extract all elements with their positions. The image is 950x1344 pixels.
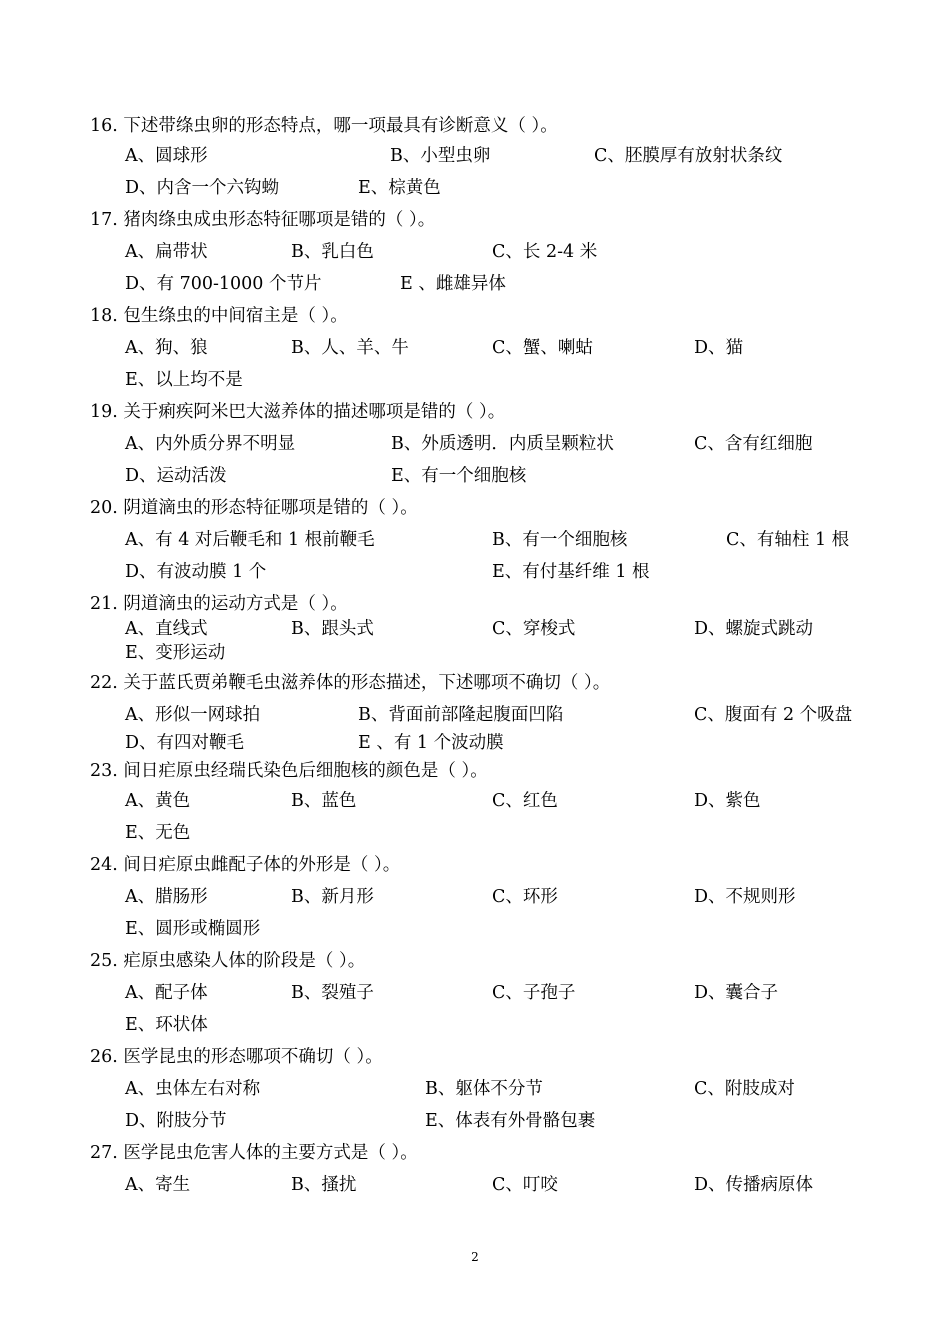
q17-option-e: E 、雌雄异体 [400,274,506,294]
question-16: 16. 下述带绦虫卵的形态特点，哪一项最具有诊断意义（ ）。 [90,116,558,136]
q24-option-a: A、腊肠形 [125,887,208,907]
q22-option-c: C、腹面有 2 个吸盘 [694,705,853,725]
q17-option-a: A、扁带状 [125,242,208,262]
q23-option-b: B、蓝色 [291,791,357,811]
q21-option-b: B、跟头式 [291,619,374,639]
q22-option-e: E 、有 1 个波动膜 [358,733,504,753]
q24-option-b: B、新月形 [291,887,374,907]
q26-option-c: C、附肢成对 [694,1079,795,1099]
q16-option-b: B、小型虫卵 [390,146,491,166]
q18-option-a: A、狗、狼 [125,338,208,358]
q19-option-b: B、外质透明．内质呈颗粒状 [391,434,614,454]
q23-option-c: C、红色 [492,791,558,811]
question-18: 18. 包生绦虫的中间宿主是（ ）。 [90,306,348,326]
q19-option-e: E、有一个细胞核 [391,466,527,486]
q19-option-c: C、含有红细胞 [694,434,813,454]
q26-option-a: A、虫体左右对称 [125,1079,261,1099]
q25-option-d: D、囊合子 [694,983,779,1003]
q21-option-a: A、直线式 [125,619,208,639]
q16-option-a: A、圆球形 [125,146,208,166]
q21-option-c: C、穿梭式 [492,619,576,639]
question-22: 22. 关于蓝氏贾弟鞭毛虫滋养体的形态描述，下述哪项不确切（ ）。 [90,673,611,693]
q16-option-d: D、内含一个六钩蚴 [125,178,280,198]
question-27: 27. 医学昆虫危害人体的主要方式是（ ）。 [90,1143,418,1163]
q27-option-a: A、寄生 [125,1175,191,1195]
q24-option-d: D、不规则形 [694,887,796,907]
q20-option-e: E、有付基纤维 1 根 [492,562,650,582]
q25-option-c: C、子孢子 [492,983,576,1003]
q23-option-e: E、无色 [125,823,191,843]
question-21: 21. 阴道滴虫的运动方式是（ ）。 [90,594,348,614]
q17-option-c: C、长 2-4 米 [492,242,598,262]
q21-option-e: E、变形运动 [125,643,226,663]
question-25: 25. 疟原虫感染人体的阶段是（ ）。 [90,951,366,971]
q22-option-b: B、背面前部隆起腹面凹陷 [358,705,564,725]
q18-option-d: D、猫 [694,338,744,358]
q22-option-a: A、形似一网球拍 [125,705,261,725]
q19-option-d: D、运动活泼 [125,466,227,486]
question-19: 19. 关于痢疾阿米巴大滋养体的描述哪项是错的（ ）。 [90,402,506,422]
q25-option-b: B、裂殖子 [291,983,374,1003]
q27-option-b: B、搔扰 [291,1175,357,1195]
q23-option-a: A、黄色 [125,791,191,811]
question-24: 24. 间日疟原虫雌配子体的外形是（ ）。 [90,855,401,875]
q21-option-d: D、螺旋式跳动 [694,619,814,639]
question-17: 17. 猪肉绦虫成虫形态特征哪项是错的（ ）。 [90,210,436,230]
q19-option-a: A、内外质分界不明显 [125,434,296,454]
q26-option-b: B、躯体不分节 [425,1079,543,1099]
q24-option-c: C、环形 [492,887,558,907]
q26-option-d: D、附肢分节 [125,1111,227,1131]
q17-option-b: B、乳白色 [291,242,374,262]
q20-option-b: B、有一个细胞核 [492,530,628,550]
q24-option-e: E、圆形或椭圆形 [125,919,261,939]
q27-option-c: C、叮咬 [492,1175,558,1195]
q20-option-c: C、有轴柱 1 根 [726,530,850,550]
question-26: 26. 医学昆虫的形态哪项不确切（ ）。 [90,1047,383,1067]
q20-option-a: A、有 4 对后鞭毛和 1 根前鞭毛 [125,530,375,550]
q23-option-d: D、紫色 [694,791,761,811]
q26-option-e: E、体表有外骨骼包裹 [425,1111,596,1131]
q16-option-c: C、胚膜厚有放射状条纹 [594,146,783,166]
q16-option-e: E、棕黄色 [358,178,441,198]
question-23: 23. 间日疟原虫经瑞氏染色后细胞核的颜色是（ ）。 [90,761,488,781]
q18-option-b: B、人、羊、牛 [291,338,409,358]
q25-option-e: E、环状体 [125,1015,208,1035]
q25-option-a: A、配子体 [125,983,208,1003]
q18-option-c: C、蟹、喇蛄 [492,338,593,358]
q22-option-d: D、有四对鞭毛 [125,733,245,753]
q18-option-e: E、以上均不是 [125,370,243,390]
q17-option-d: D、有 700-1000 个节片 [125,274,322,294]
q20-option-d: D、有波动膜 1 个 [125,562,267,582]
question-20: 20. 阴道滴虫的形态特征哪项是错的（ ）。 [90,498,418,518]
page-number: 2 [471,1250,479,1264]
q27-option-d: D、传播病原体 [694,1175,814,1195]
